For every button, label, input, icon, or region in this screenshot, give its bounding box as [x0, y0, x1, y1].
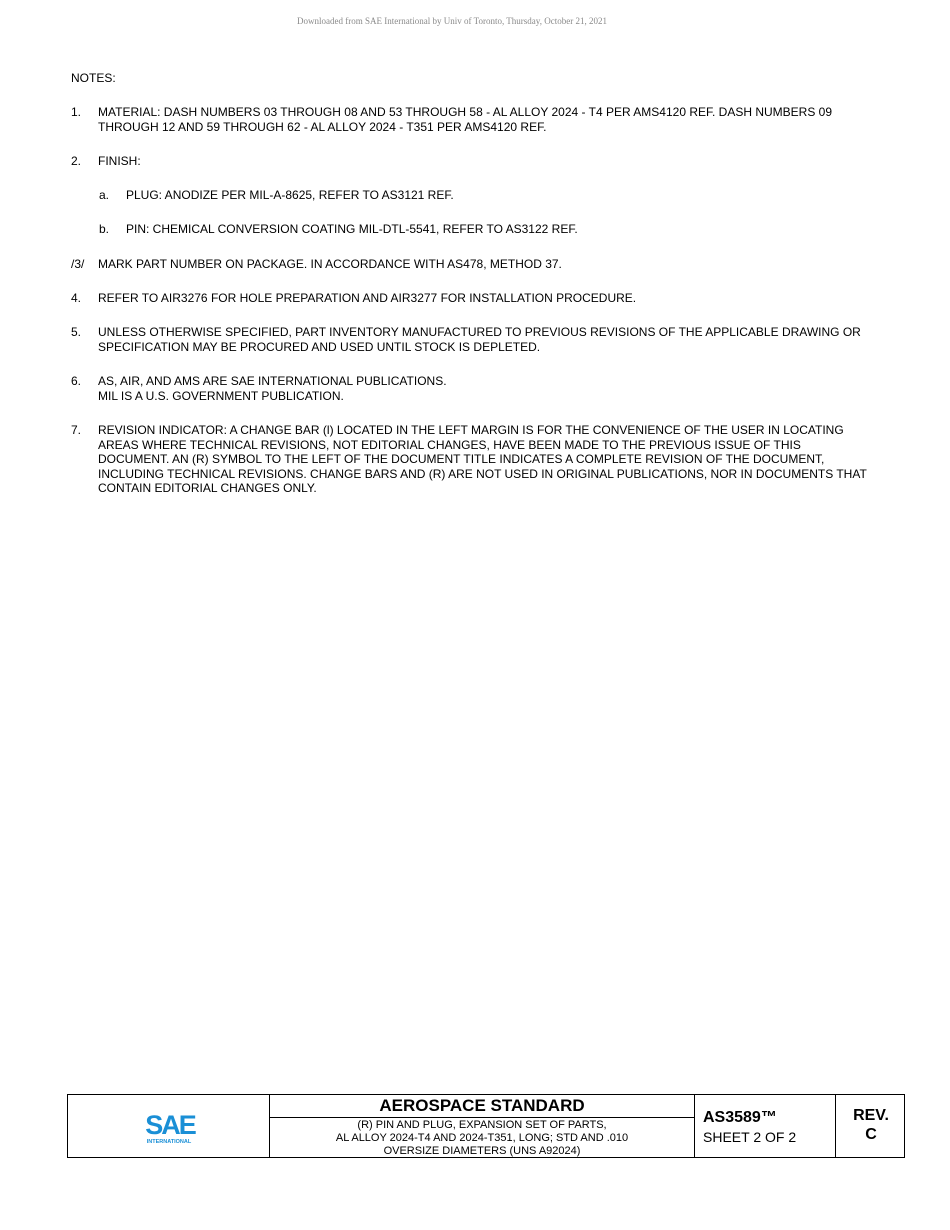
note-number: 7.: [71, 423, 82, 437]
note-2: [71, 154, 871, 169]
note-3: [71, 257, 871, 272]
note-1: [71, 105, 871, 134]
standard-subtitle: [270, 1118, 694, 1158]
revision-value: C: [865, 1126, 877, 1143]
note-text: MARK PART NUMBER ON PACKAGE. IN ACCORDANCE WITH AS478, METHOD 37.: [98, 257, 562, 271]
note-6: [71, 374, 871, 403]
notes-title: NOTES:: [71, 71, 116, 85]
document-number: AS3589™: [703, 1109, 777, 1126]
subtitle-line: AL ALLOY 2024-T4 AND 2024-T351, LONG; STD AND .010: [335, 1132, 629, 1144]
note-text: PLUG: ANODIZE PER MIL-A-8625, REFER TO AS3121 REF.: [126, 188, 454, 202]
revision-label: REV.: [853, 1107, 889, 1124]
sae-logo-icon: [142, 1109, 198, 1145]
svg-text:SAE: SAE: [145, 1110, 195, 1140]
note-text: REVISION INDICATOR: A CHANGE BAR (l) LOCATED IN THE LEFT MARGIN IS FOR THE CONVENIENCE OF THE USER IN LOCATING AREAS WHERE TECHNICAL REVISIONS, NOT EDITORIAL CHANGES, HAVE BEEN MADE TO THE PREVIOUS ISSUE OF THIS DOCUMENT. AN (R) SYMBOL TO THE LEFT OF THE DOCUMENT TITLE INDICATES A COMPLETE REVISION OF THE DOCUMENT, INCLUDING TECHNICAL REVISIONS. CHANGE BARS AND (R) ARE NOT USED IN ORIGINAL PUBLICATIONS, NOR IN DOCUMENTS THAT CONTAIN EDITORIAL CHANGES ONLY.: [98, 423, 867, 495]
subtitle-line: OVERSIZE DIAMETERS (UNS A92024): [383, 1145, 581, 1157]
note-number: 1.: [71, 105, 82, 119]
subtitle-line: (R) PIN AND PLUG, EXPANSION SET OF PARTS,: [357, 1119, 607, 1131]
note-number: a.: [99, 188, 110, 202]
document-number-cell: [695, 1095, 836, 1157]
note-text: REFER TO AIR3276 FOR HOLE PREPARATION AND AIR3277 FOR INSTALLATION PROCEDURE.: [98, 291, 637, 305]
download-watermark: Downloaded from SAE International by Univ of Toronto, Thursday, October 21, 2021: [297, 16, 607, 26]
revision-cell: [836, 1095, 906, 1157]
note-2b: [99, 222, 869, 237]
note-text: MATERIAL: DASH NUMBERS 03 THROUGH 08 AND 53 THROUGH 58 - AL ALLOY 2024 - T4 PER AMS4120 REF. DASH NUMBERS 09 THROUGH 12 AND 59 THROUGH 62 - AL ALLOY 2024 - T351 PER AMS4120 REF.: [98, 105, 833, 134]
note-number: 5.: [71, 325, 82, 339]
note-number: 2.: [71, 154, 82, 168]
sae-logo: [142, 1109, 198, 1145]
note-text: FINISH:: [98, 154, 141, 168]
note-number: 4.: [71, 291, 82, 305]
note-text: UNLESS OTHERWISE SPECIFIED, PART INVENTORY MANUFACTURED TO PREVIOUS REVISIONS OF THE APPLICABLE DRAWING OR SPECIFICATION MAY BE PROCURED AND USED UNTIL STOCK IS DEPLETED.: [98, 325, 861, 354]
logo-cell: [68, 1095, 270, 1157]
note-4: [71, 291, 871, 306]
note-number: 6.: [71, 374, 82, 388]
title-block: [67, 1094, 905, 1158]
standard-heading: AEROSPACE STANDARD: [270, 1095, 694, 1118]
note-text-line2: MIL IS A U.S. GOVERNMENT PUBLICATION.: [98, 388, 344, 403]
note-text: PIN: CHEMICAL CONVERSION COATING MIL-DTL-5541, REFER TO AS3122 REF.: [126, 222, 578, 236]
standard-title-cell: [270, 1095, 695, 1157]
note-2a: [99, 188, 869, 203]
note-5: [71, 325, 871, 354]
note-text: AS, AIR, AND AMS ARE SAE INTERNATIONAL PUBLICATIONS.: [98, 374, 447, 388]
note-number: /3/: [71, 257, 85, 271]
sheet-number: SHEET 2 OF 2: [703, 1129, 797, 1145]
svg-text:INTERNATIONAL: INTERNATIONAL: [146, 1139, 192, 1145]
note-number: b.: [99, 222, 110, 236]
note-7: [71, 423, 871, 496]
